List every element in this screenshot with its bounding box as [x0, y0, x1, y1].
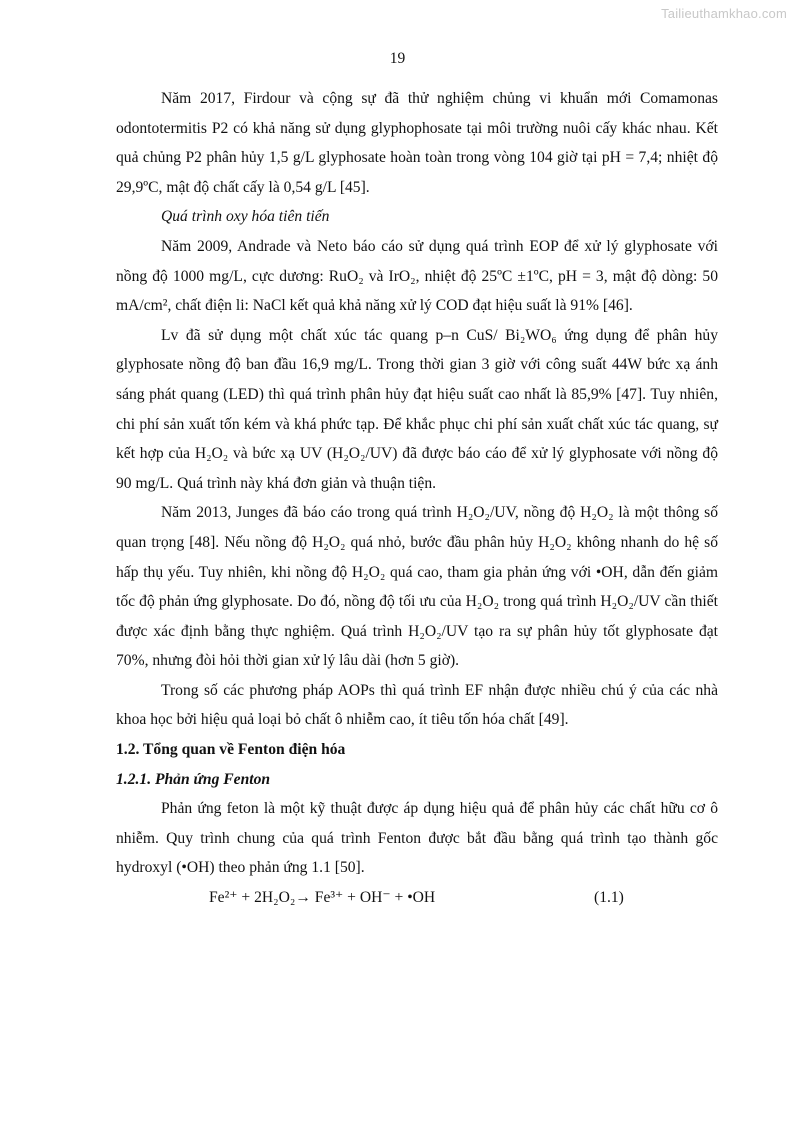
section-title-advanced-oxidation: Quá trình oxy hóa tiên tiến [161, 208, 330, 226]
paragraph-aops: Trong số các phương pháp AOPs thì quá trình EF nhận được nhiều chú ý của các nhà khoa học bởi hiệu quả loại bỏ chất ô nhiễm cao, ít tiêu tốn hóa chất [49]. [116, 681, 718, 729]
paragraph-firdour: Năm 2017, Firdour và cộng sự đã thử nghiệm chủng vi khuẩn mới Comamonas odontotermitis P2 có khả năng sử dụng glyphophosate tại môi trường nuôi cấy khác nhau. Kết quả chủng P2 phân hủy 1,5 g/L glyphosate hoàn toàn trong vòng 104 giờ tại pH = 7,4; nhiệt độ 29,9ºC, mật độ chất cấy là 0,54 g/L [45]. [116, 90, 718, 196]
heading-fenton-electrochemical: 1.2. Tổng quan về Fenton điện hóa [116, 741, 346, 759]
subheading-fenton-reaction: 1.2.1. Phản ứng Fenton [116, 770, 271, 788]
equation-number: (1.1) [594, 889, 624, 907]
paragraph-lv-photocatalyst: Lv đã sử dụng một chất xúc tác quang p–n CuS/ Bi₂WO₆ ứng dụng để phân hủy glyphosate nồng độ ban đầu 16,9 mg/L. Trong thời gian 3 giờ với công suất 44W bức xạ ánh sáng phát quang (LED) thì quá trình phân hủy đạt hiệu suất cao nhất là 85,9% [47]. Tuy nhiên, chi phí sản xuất tốn kém và khá phức tạp. Để khắc phục chi phí sản xuất chất xúc tác quang, sự kết hợp của H₂O₂ và bức xạ UV (H₂O₂/UV) đã được báo cáo để xử lý glyphosate với nồng độ 90 mg/L. Quá trình này khá đơn giản và thuận tiện. [116, 326, 718, 492]
equation-body: Fe²⁺ + 2H₂O₂→ Fe³⁺ + OH⁻ + •OH [209, 889, 436, 907]
paragraph-junges: Năm 2013, Junges đã báo cáo trong quá trình H₂O₂/UV, nồng độ H₂O₂ là một thông số quan trọng [48]. Nếu nồng độ H₂O₂ quá nhỏ, bước đầu phân hủy H₂O₂ không nhanh do hệ số hấp thụ yếu. Tuy nhiên, khi nồng độ H₂O₂ quá cao, tham gia phản ứng với •OH, dẫn đến giảm tốc độ phản ứng glyphosate. Do đó, nồng độ tối ưu của H₂O₂ trong quá trình H₂O₂/UV cần thiết được xác định bằng thực nghiệm. Quá trình H₂O₂/UV tạo ra sự phân hủy tốt glyphosate đạt 70%, nhưng đòi hỏi thời gian xử lý lâu dài (hơn 5 giờ). [116, 504, 718, 670]
page-number: 19 [389, 50, 406, 67]
equation-1-1 [116, 883, 718, 913]
document-body [116, 84, 718, 913]
paragraph-andrade-neto: Năm 2009, Andrade và Neto báo cáo sử dụng quá trình EOP để xử lý glyphosate với nồng độ 1000 mg/L, cực dương: RuO₂ và IrO₂, nhiệt độ 25ºC ±1ºC, pH = 3, mật độ dòng: 50 mA/cm², chất điện li: NaCl kết quả khả năng xử lý COD đạt hiệu suất là 91% [46]. [116, 237, 718, 315]
watermark: Tailieuthamkhao.com [661, 6, 787, 21]
paragraph-fenton-intro: Phản ứng feton là một kỹ thuật được áp dụng hiệu quả để phân hủy các chất hữu cơ ô nhiễm. Quy trình chung của quá trình Fenton được bắt đầu bằng quá trình tạo thành gốc hydroxyl (•OH) theo phản ứng 1.1 [50]. [116, 800, 718, 877]
